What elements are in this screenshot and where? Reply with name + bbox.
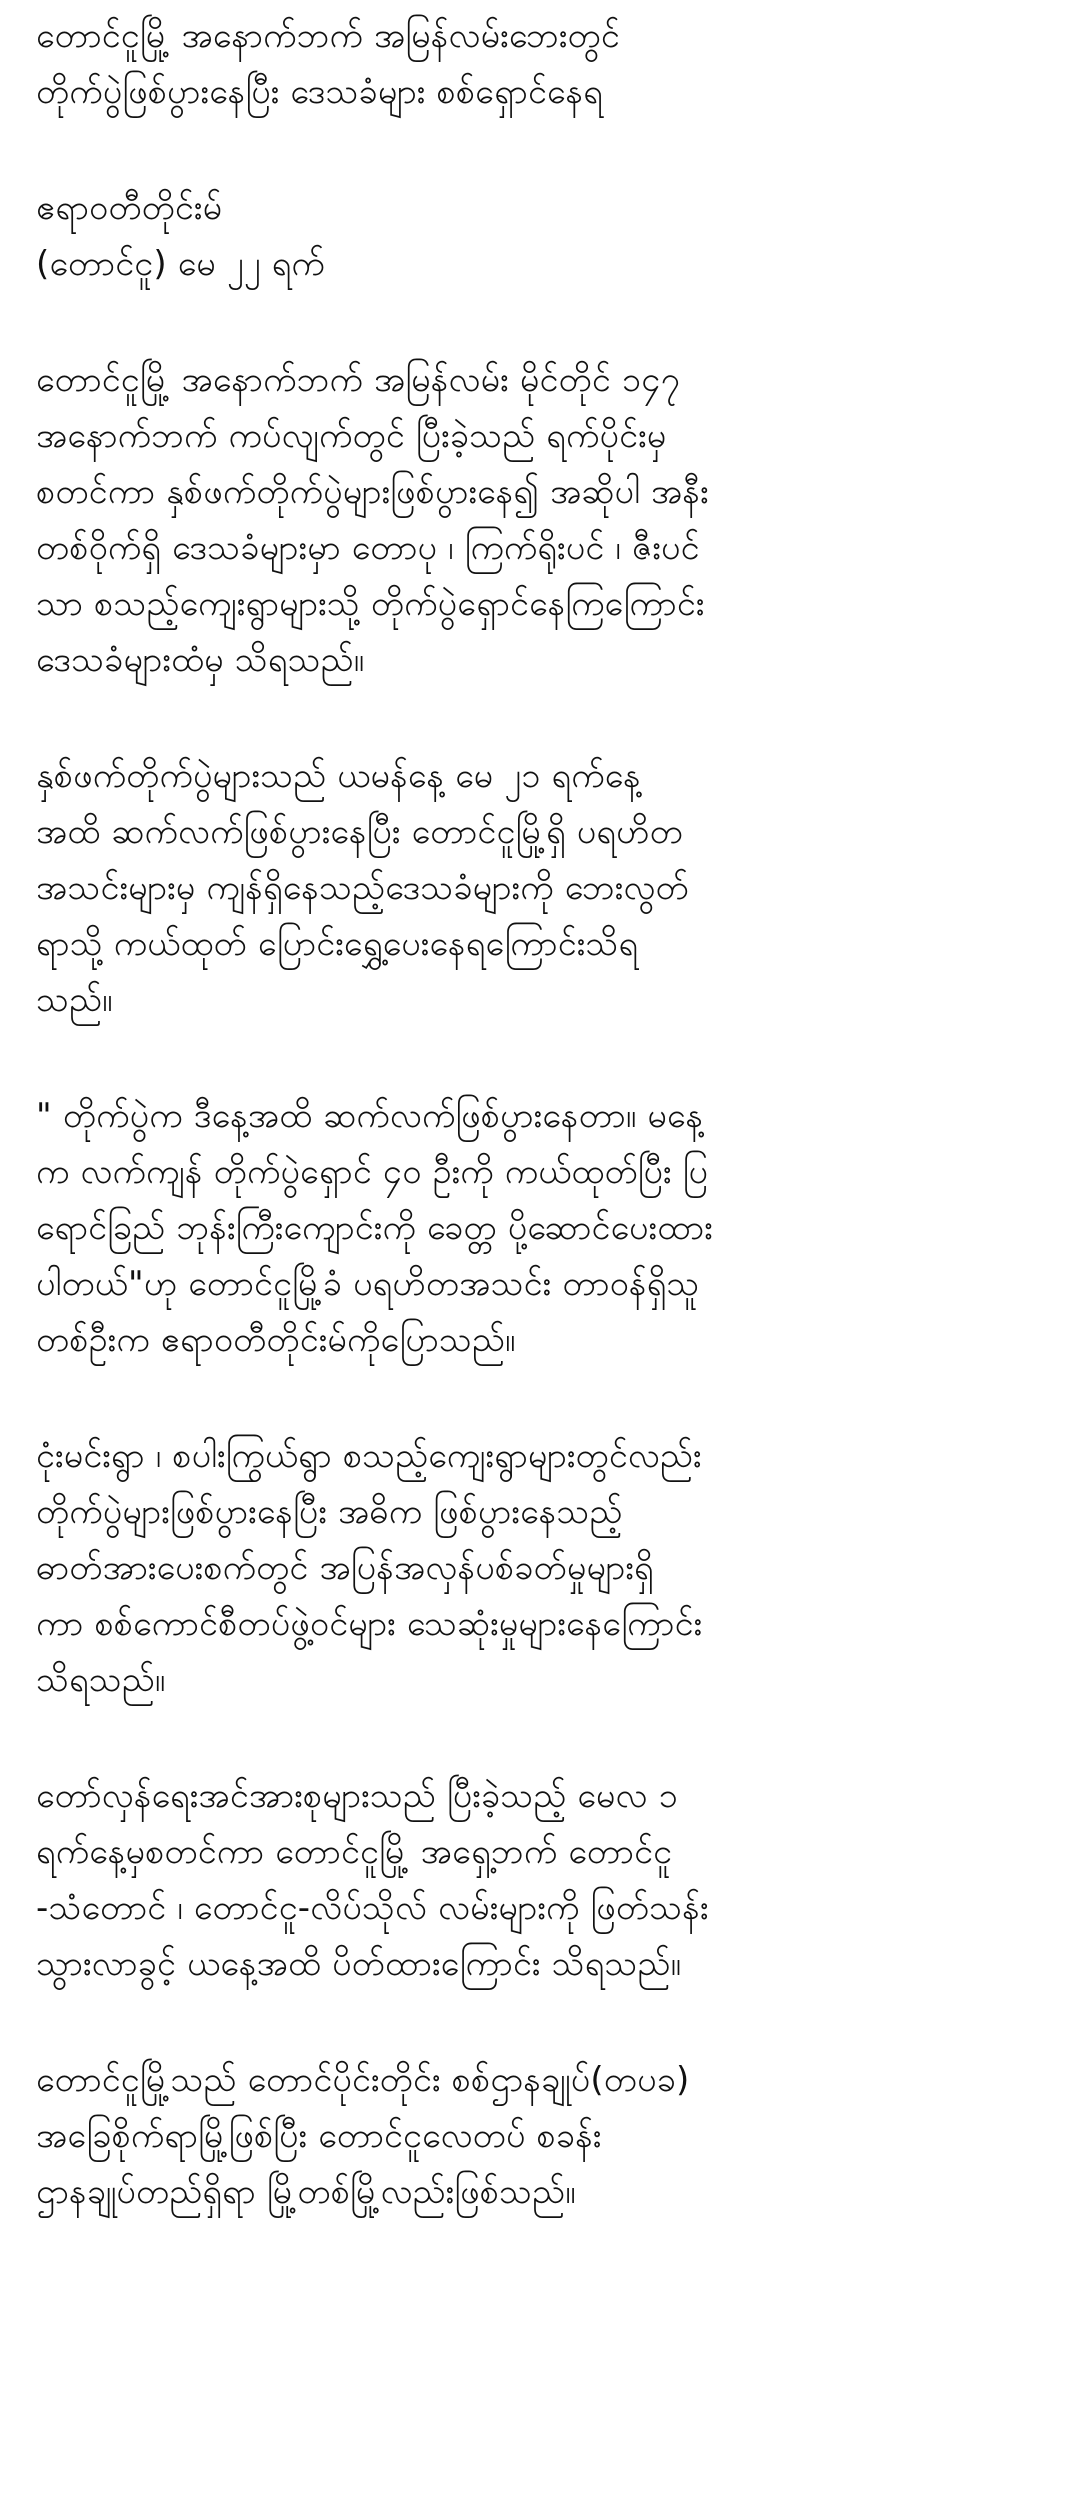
text-line: တစ်ဦးက ဧရာဝတီတိုင်းမ်ကိုပြောသည်။ [36,1320,516,1360]
text-line: သာ စသည့်ကျေးရွာများသို့ တိုက်ပွဲရှောင်နေကြကြောင်း [36,584,705,624]
text-line: ရောင်ခြည် ဘုန်းကြီးကျောင်းကို ခေတ္တ ပို့ဆောင်ပေးထား [36,1208,713,1248]
text-line: နှစ်ဖက်တိုက်ပွဲများသည် ယမန်နေ့ မေ ၂၁ ရက်နေ့ [36,756,641,796]
byline-dateline: (တောင်ငူ) မေ ၂၂ ရက် [36,244,325,284]
paragraph-2 [36,748,1046,1028]
headline-line: တိုက်ပွဲဖြစ်ပွားနေပြီး ဒေသခံများ စစ်ရှောင်နေရ [36,72,604,112]
text-line: ဒေသခံများထံမှ သိရသည်။ [36,640,365,680]
text-line: တောင်ငူမြို့သည် တောင်ပိုင်းတိုင်း စစ်ဌာနချုပ်(တပခ) [36,2060,690,2100]
text-line: သွားလာခွင့် ယနေ့အထိ ပိတ်ထားကြောင်း သိရသည်။ [36,1944,682,1984]
text-line: အနောက်ဘက် ကပ်လျက်တွင် ပြီးခဲ့သည် ရက်ပိုင်းမှ [36,416,667,456]
text-line: ငုံးမင်းရွာ ၊ စပါးကြွယ်ရွာ စသည့်ကျေးရွာများတွင်လည်း [36,1436,702,1476]
text-line: " တိုက်ပွဲက ဒီနေ့အထိ ဆက်လက်ဖြစ်ပွားနေတာ။ မနေ့ [36,1096,704,1136]
text-line: တိုက်ပွဲများဖြစ်ပွားနေပြီး အဓိက ဖြစ်ပွားနေသည့် [36,1492,623,1532]
news-article [36,8,1046,2280]
paragraph-1 [36,352,1046,688]
paragraph-4 [36,1428,1046,1708]
byline-source: ဧရာဝတီတိုင်းမ် [36,188,223,228]
text-line: သိရသည်။ [36,1660,166,1700]
text-line: စတင်ကာ နှစ်ဖက်တိုက်ပွဲများဖြစ်ပွားနေ၍ အဆိုပါ အနီး [36,472,709,512]
text-line: ရာသို့ ကယ်ထုတ် ပြောင်းရွှေ့ပေးနေရကြောင်းသိရ [36,924,639,964]
text-line: တော်လှန်ရေးအင်အားစုများသည် ပြီးခဲ့သည့် မေလ ၁ [36,1776,678,1816]
text-line: အသင်းများမှ ကျန်ရှိနေသည့်ဒေသခံများကို ဘေးလွတ် [36,868,689,908]
text-line: တစ်ဝိုက်ရှိ ဒေသခံများမှာ တောပု ၊ ကြက်ရိုးပင် ၊ ဇီးပင် [36,528,700,568]
article-byline [36,180,1046,292]
text-line: ဌာနချုပ်တည်ရှိရာ မြို့တစ်မြို့လည်းဖြစ်သည်။ [36,2172,576,2212]
text-line: ဓာတ်အားပေးစက်တွင် အပြန်အလှန်ပစ်ခတ်မှုများရှိ [36,1548,654,1588]
paragraph-5 [36,1768,1046,1992]
headline-line: တောင်ငူမြို့ အနောက်ဘက် အမြန်လမ်းဘေးတွင် [36,16,620,56]
text-line: အခြေစိုက်ရာမြို့ဖြစ်ပြီး တောင်ငူလေတပ် စခန်း [36,2116,602,2156]
text-line: က လက်ကျန် တိုက်ပွဲရှောင် ၄၀ ဦးကို ကယ်ထုတ်ပြီး ပြ [36,1152,709,1192]
paragraph-3-quote [36,1088,1046,1368]
text-line: ကာ စစ်ကောင်စီတပ်ဖွဲ့ဝင်များ သေဆုံးမှုများနေကြောင်း [36,1604,703,1644]
text-line: အထိ ဆက်လက်ဖြစ်ပွားနေပြီး တောင်ငူမြို့ရှိ ပရဟိတ [36,812,683,852]
paragraph-6 [36,2052,1046,2220]
text-line: -သံတောင် ၊ တောင်ငူ-လိပ်သိုလ် လမ်းများကို ဖြတ်သန်း [36,1888,709,1928]
text-line: သည်။ [36,980,113,1020]
text-line: တောင်ငူမြို့ အနောက်ဘက် အမြန်လမ်း မိုင်တိုင် ၁၄၇ [36,360,680,400]
article-headline [36,8,1046,120]
text-line: ပါတယ်"ဟု တောင်ငူမြို့ခံ ပရဟိတအသင်း တာဝန်ရှိသူ [36,1264,700,1304]
text-line: ရက်နေ့မှစတင်ကာ တောင်ငူမြို့ အရှေ့ဘက် တောင်ငူ [36,1832,673,1872]
